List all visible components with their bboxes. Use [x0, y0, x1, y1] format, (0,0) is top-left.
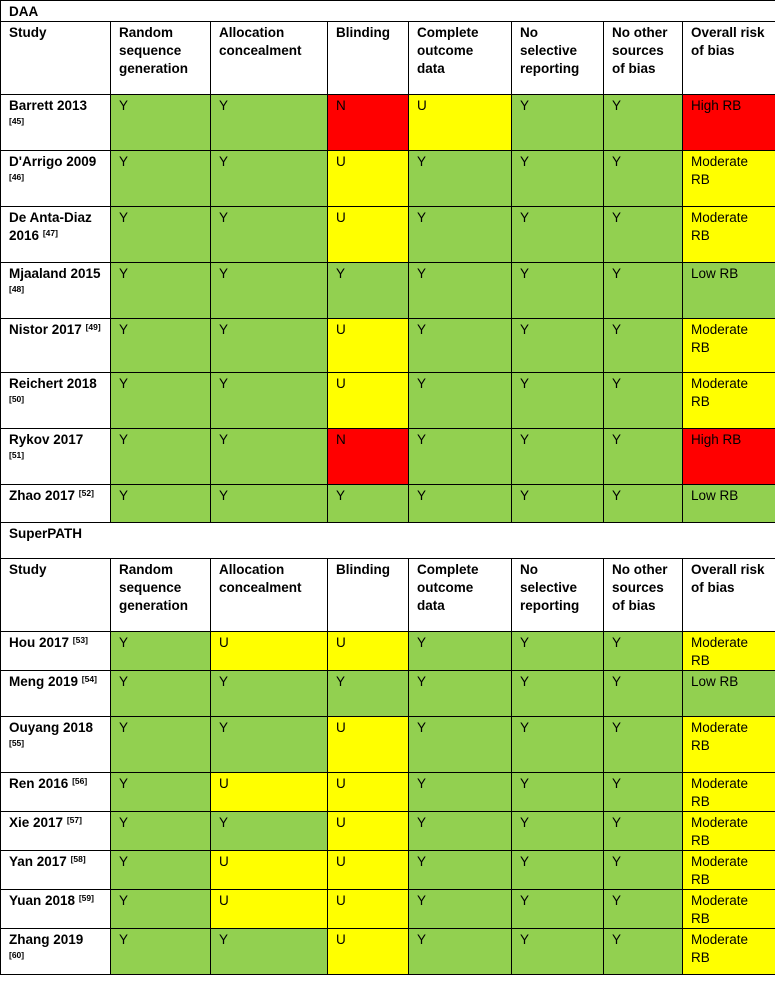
- rating-cell: U: [409, 95, 512, 151]
- study-cell: [1, 671, 111, 717]
- rating-cell: U: [328, 207, 409, 263]
- study-name: Yan 2017: [9, 854, 67, 869]
- rating-cell: Y: [604, 373, 683, 429]
- study-cell: [1, 890, 111, 929]
- rating-cell: Y: [111, 929, 211, 975]
- rating-cell: Y: [211, 485, 328, 523]
- rating-cell: Y: [512, 485, 604, 523]
- overall-risk-cell: Low RB: [683, 485, 775, 523]
- table-row: [1, 429, 775, 485]
- rating-cell: Y: [512, 319, 604, 373]
- rating-cell: Y: [111, 812, 211, 851]
- rating-cell: U: [211, 632, 328, 671]
- study-reference: [58]: [70, 854, 86, 864]
- overall-risk-cell: Moderate RB: [683, 929, 775, 975]
- rating-cell: Y: [211, 373, 328, 429]
- overall-risk-cell: Moderate RB: [683, 151, 775, 207]
- rating-cell: Y: [409, 773, 512, 812]
- rating-cell: Y: [604, 812, 683, 851]
- study-name: De Anta-Diaz 2016: [9, 210, 92, 243]
- rating-cell: Y: [211, 207, 328, 263]
- rating-cell: Y: [211, 717, 328, 773]
- column-header: Overall risk of bias: [683, 559, 775, 632]
- rating-cell: Y: [328, 485, 409, 523]
- rating-cell: U: [328, 851, 409, 890]
- rating-cell: Y: [512, 929, 604, 975]
- rating-cell: U: [328, 929, 409, 975]
- rating-cell: U: [328, 373, 409, 429]
- table-row: [1, 263, 775, 319]
- column-header: Complete outcome data: [409, 559, 512, 632]
- section-title: SuperPATH: [1, 523, 775, 559]
- table-row: [1, 319, 775, 373]
- overall-risk-cell: Low RB: [683, 671, 775, 717]
- study-cell: [1, 717, 111, 773]
- overall-risk-cell: Moderate RB: [683, 319, 775, 373]
- study-reference: [55]: [9, 738, 25, 748]
- study-cell: [1, 207, 111, 263]
- rating-cell: Y: [512, 671, 604, 717]
- rating-cell: Y: [111, 851, 211, 890]
- study-cell: [1, 429, 111, 485]
- overall-risk-cell: Moderate RB: [683, 632, 775, 671]
- overall-risk-cell: High RB: [683, 429, 775, 485]
- study-reference: [56]: [72, 776, 88, 786]
- rating-cell: Y: [604, 717, 683, 773]
- rating-cell: Y: [604, 929, 683, 975]
- section-title: DAA: [1, 1, 775, 22]
- rating-cell: Y: [512, 851, 604, 890]
- rating-cell: Y: [409, 890, 512, 929]
- overall-risk-cell: High RB: [683, 95, 775, 151]
- table-row: [1, 929, 775, 975]
- rating-cell: Y: [512, 717, 604, 773]
- study-name: Barrett 2013: [9, 98, 88, 113]
- study-reference: [50]: [9, 394, 25, 404]
- study-reference: [53]: [72, 635, 88, 645]
- rating-cell: Y: [604, 319, 683, 373]
- rating-cell: Y: [211, 671, 328, 717]
- study-name: Yuan 2018: [9, 893, 76, 908]
- rating-cell: U: [211, 890, 328, 929]
- rating-cell: U: [328, 151, 409, 207]
- rating-cell: U: [328, 717, 409, 773]
- rating-cell: Y: [409, 812, 512, 851]
- column-header: Overall risk of bias: [683, 22, 775, 95]
- rating-cell: Y: [512, 890, 604, 929]
- column-header: Random sequence generation: [111, 559, 211, 632]
- column-header: No selective reporting: [512, 559, 604, 632]
- rating-cell: Y: [409, 485, 512, 523]
- rating-cell: Y: [409, 851, 512, 890]
- rating-cell: U: [328, 890, 409, 929]
- table-row: [1, 671, 775, 717]
- study-name: Xie 2017: [9, 815, 64, 830]
- rating-cell: Y: [512, 95, 604, 151]
- rating-cell: Y: [211, 429, 328, 485]
- column-header: Study: [1, 559, 111, 632]
- rating-cell: U: [211, 773, 328, 812]
- study-reference: [48]: [9, 284, 25, 294]
- rating-cell: Y: [604, 263, 683, 319]
- rating-cell: Y: [409, 319, 512, 373]
- rating-cell: Y: [512, 373, 604, 429]
- overall-risk-cell: Moderate RB: [683, 373, 775, 429]
- overall-risk-cell: Moderate RB: [683, 207, 775, 263]
- overall-risk-cell: Low RB: [683, 263, 775, 319]
- rating-cell: Y: [211, 151, 328, 207]
- study-cell: [1, 812, 111, 851]
- rating-cell: Y: [512, 773, 604, 812]
- rating-cell: Y: [111, 207, 211, 263]
- study-name: Zhao 2017: [9, 488, 76, 503]
- rating-cell: Y: [111, 263, 211, 319]
- rating-cell: Y: [409, 717, 512, 773]
- study-name: Ren 2016: [9, 776, 69, 791]
- rating-cell: U: [328, 319, 409, 373]
- rating-cell: Y: [409, 429, 512, 485]
- rating-cell: Y: [409, 373, 512, 429]
- rating-cell: Y: [409, 207, 512, 263]
- study-reference: [57]: [66, 815, 82, 825]
- column-header: No other sources of bias: [604, 22, 683, 95]
- table-row: [1, 485, 775, 523]
- table-row: [1, 717, 775, 773]
- study-cell: [1, 151, 111, 207]
- column-header: Complete outcome data: [409, 22, 512, 95]
- overall-risk-cell: Moderate RB: [683, 773, 775, 812]
- study-reference: [54]: [81, 674, 97, 684]
- column-header: Blinding: [328, 559, 409, 632]
- table-row: [1, 851, 775, 890]
- rating-cell: Y: [111, 671, 211, 717]
- study-reference: [52]: [78, 488, 94, 498]
- rating-cell: Y: [512, 263, 604, 319]
- study-reference: [46]: [9, 172, 25, 182]
- rating-cell: Y: [604, 671, 683, 717]
- study-name: Hou 2017: [9, 635, 70, 650]
- study-name: Nistor 2017: [9, 322, 82, 337]
- rating-cell: Y: [111, 632, 211, 671]
- study-cell: [1, 773, 111, 812]
- table-row: [1, 151, 775, 207]
- rating-cell: U: [211, 851, 328, 890]
- rating-cell: Y: [111, 429, 211, 485]
- rating-cell: Y: [512, 207, 604, 263]
- study-cell: [1, 485, 111, 523]
- table-row: [1, 95, 775, 151]
- rating-cell: Y: [409, 151, 512, 207]
- table-row: [1, 812, 775, 851]
- rating-cell: Y: [604, 207, 683, 263]
- study-name: Mjaaland 2015: [9, 266, 101, 281]
- overall-risk-cell: Moderate RB: [683, 890, 775, 929]
- rating-cell: Y: [211, 812, 328, 851]
- study-name: D'Arrigo 2009: [9, 154, 97, 169]
- rating-cell: Y: [211, 929, 328, 975]
- rating-cell: U: [328, 773, 409, 812]
- rating-cell: Y: [409, 929, 512, 975]
- header-row: [1, 22, 775, 95]
- rating-cell: Y: [111, 373, 211, 429]
- rating-cell: Y: [111, 890, 211, 929]
- header-row: [1, 559, 775, 632]
- section-row: [1, 1, 775, 22]
- overall-risk-cell: Moderate RB: [683, 812, 775, 851]
- study-cell: [1, 95, 111, 151]
- study-cell: [1, 373, 111, 429]
- rating-cell: N: [328, 429, 409, 485]
- rating-cell: Y: [111, 717, 211, 773]
- study-name: Ouyang 2018: [9, 720, 94, 735]
- rating-cell: Y: [604, 851, 683, 890]
- study-cell: [1, 929, 111, 975]
- rating-cell: Y: [328, 263, 409, 319]
- rating-cell: Y: [512, 429, 604, 485]
- column-header: Allocation concealment: [211, 22, 328, 95]
- rating-cell: U: [328, 632, 409, 671]
- rating-cell: U: [328, 812, 409, 851]
- rating-cell: Y: [512, 812, 604, 851]
- table-row: [1, 773, 775, 812]
- rating-cell: Y: [604, 485, 683, 523]
- rating-cell: Y: [111, 485, 211, 523]
- study-reference: [60]: [9, 950, 25, 960]
- study-cell: [1, 263, 111, 319]
- study-reference: [45]: [9, 116, 25, 126]
- rating-cell: Y: [111, 773, 211, 812]
- table-row: [1, 207, 775, 263]
- study-name: Rykov 2017: [9, 432, 84, 447]
- rating-cell: N: [328, 95, 409, 151]
- rating-cell: Y: [409, 263, 512, 319]
- table-row: [1, 890, 775, 929]
- rating-cell: Y: [604, 95, 683, 151]
- study-name: Meng 2019: [9, 674, 79, 689]
- study-name: Zhang 2019: [9, 932, 84, 947]
- rating-cell: Y: [604, 429, 683, 485]
- table-row: [1, 632, 775, 671]
- study-reference: [47]: [42, 228, 58, 238]
- rating-cell: Y: [604, 632, 683, 671]
- column-header: Study: [1, 22, 111, 95]
- column-header: Allocation concealment: [211, 559, 328, 632]
- column-header: No selective reporting: [512, 22, 604, 95]
- study-cell: [1, 319, 111, 373]
- rating-cell: Y: [512, 151, 604, 207]
- column-header: No other sources of bias: [604, 559, 683, 632]
- study-cell: [1, 632, 111, 671]
- section-row: [1, 523, 775, 559]
- rating-cell: Y: [211, 319, 328, 373]
- rating-cell: Y: [328, 671, 409, 717]
- rating-cell: Y: [111, 95, 211, 151]
- rating-cell: Y: [512, 632, 604, 671]
- rating-cell: Y: [211, 263, 328, 319]
- study-reference: [59]: [78, 893, 94, 903]
- rating-cell: Y: [111, 151, 211, 207]
- rating-cell: Y: [211, 95, 328, 151]
- rating-cell: Y: [604, 773, 683, 812]
- column-header: Random sequence generation: [111, 22, 211, 95]
- study-reference: [51]: [9, 450, 25, 460]
- rating-cell: Y: [409, 632, 512, 671]
- study-reference: [49]: [85, 322, 101, 332]
- study-name: Reichert 2018: [9, 376, 97, 391]
- table-row: [1, 373, 775, 429]
- study-cell: [1, 851, 111, 890]
- rating-cell: Y: [111, 319, 211, 373]
- overall-risk-cell: Moderate RB: [683, 851, 775, 890]
- rating-cell: Y: [604, 890, 683, 929]
- overall-risk-cell: Moderate RB: [683, 717, 775, 773]
- column-header: Blinding: [328, 22, 409, 95]
- rating-cell: Y: [409, 671, 512, 717]
- rating-cell: Y: [604, 151, 683, 207]
